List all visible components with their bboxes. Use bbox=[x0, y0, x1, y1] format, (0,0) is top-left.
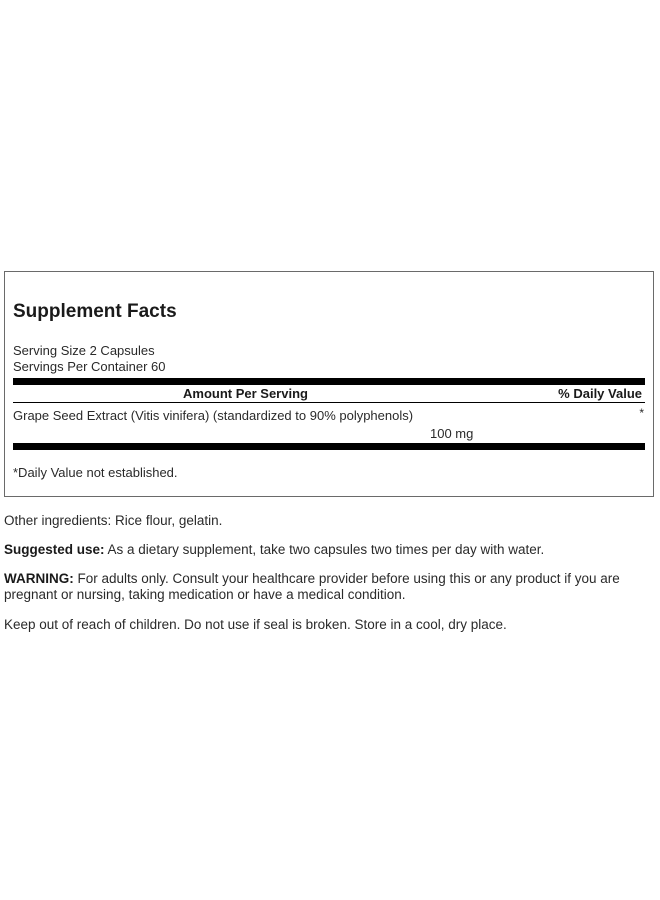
amount-per-serving-header: Amount Per Serving bbox=[183, 386, 308, 401]
warning bbox=[4, 571, 644, 603]
warning-text: For adults only. Consult your healthcare provider before using this or any product if you are pregnant or nursing, taking medication or have a medical condition. bbox=[4, 571, 620, 602]
supplement-facts-panel bbox=[4, 271, 654, 497]
serving-size: Serving Size 2 Capsules bbox=[13, 343, 155, 358]
ingredient-name: Grape Seed Extract (Vitis vinifera) (standardized to 90% polyphenols) bbox=[13, 408, 414, 423]
servings-per-container: Servings Per Container 60 bbox=[13, 359, 166, 374]
warning-label: WARNING: bbox=[4, 571, 74, 586]
other-ingredients: Other ingredients: Rice flour, gelatin. bbox=[4, 513, 223, 528]
suggested-use-text: As a dietary supplement, take two capsules two times per day with water. bbox=[104, 542, 545, 557]
suggested-use-label: Suggested use: bbox=[4, 542, 105, 557]
thick-divider-bottom bbox=[13, 443, 645, 450]
daily-value-footnote: *Daily Value not established. bbox=[13, 465, 178, 480]
storage-instructions: Keep out of reach of children. Do not use if seal is broken. Store in a cool, dry place. bbox=[4, 617, 507, 632]
daily-value-header: % Daily Value bbox=[558, 386, 642, 401]
ingredient-amount: 100 mg bbox=[430, 426, 474, 441]
thick-divider-top bbox=[13, 378, 645, 385]
ingredient-daily-value: * bbox=[639, 406, 644, 420]
thin-divider bbox=[13, 402, 645, 403]
suggested-use bbox=[4, 542, 644, 558]
supplement-facts-title: Supplement Facts bbox=[13, 301, 177, 322]
